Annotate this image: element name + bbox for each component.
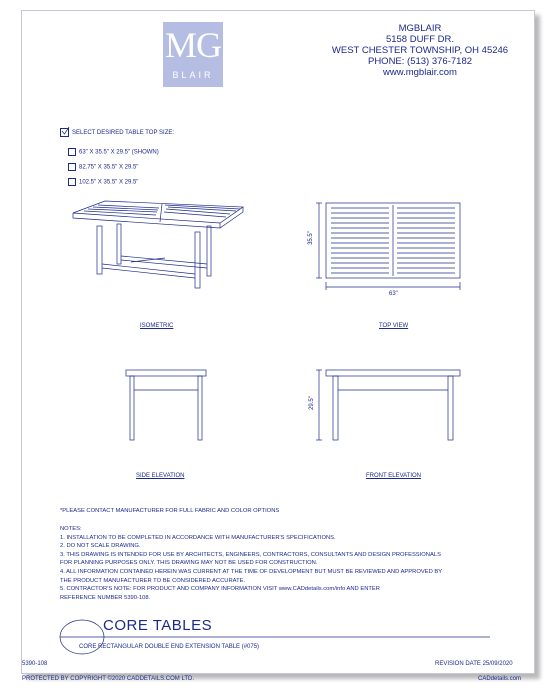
company-address2: WEST CHESTER TOWNSHIP, OH 45246 [331,45,509,56]
size-options-label: SELECT DESIRED TABLE TOP SIZE: [72,130,175,137]
notes-block [60,525,442,602]
size-option-label: 63" X 35.5" X 29.5" (SHOWN) [79,149,159,156]
note-line: 3. THIS DRAWING IS INTENDED FOR USE BY ARCHITECTS, ENGINEERS, CONTRACTORS, CONSULTANTS AND DESIGN PROFESSIONALS [60,551,441,558]
front-elevation-drawing [316,370,460,440]
note-line: 4. ALL INFORMATION CONTAINED HEREIN WAS CURRENT AT THE TIME OF DEVELOPMENT BUT MUST BE REVIEWED AND APPROVED BY [60,568,443,575]
company-name: MGBLAIR [398,23,442,34]
side-elevation-label: SIDE ELEVATION [136,473,185,479]
cad-details-link[interactable]: CADdetails.com [478,676,522,682]
depth-dimension: 35.5" [307,231,314,245]
size-option-label: 102.5" X 35.5" X 29.5" [79,179,139,186]
revision-date: REVISION DATE 25/09/2020 [435,661,513,667]
size-option-label: 82.75" X 35.5" X 29.5" [79,164,139,171]
notes-heading: NOTES: [60,526,82,532]
copyright-notice: PROTECTED BY COPYRIGHT ©2020 CADDETAILS.COM LTD. [22,676,195,682]
contact-note: *PLEASE CONTACT MANUFACTURER FOR FULL FABRIC AND COLOR OPTIONS [60,508,280,514]
note-line: 5. CONTRACTOR'S NOTE: FOR PRODUCT AND COMPANY INFORMATION VISIT www.CADdetails.com/info AND ENTER [60,586,380,593]
note-line: REFERENCE NUMBER 5390-108. [60,594,151,601]
side-elevation-drawing [126,370,206,440]
logo-text: MG [164,25,221,65]
front-elevation-label: FRONT ELEVATION [366,473,422,479]
note-line: 2. DO NOT SCALE DRAWING. [60,543,141,550]
top-view-label: TOP VIEW [379,323,409,329]
note-line: THE PRODUCT MANUFACTURER TO BE CONSIDERED ACCURATE. [60,577,246,584]
isometric-drawing [73,201,243,288]
company-website[interactable]: www.mgblair.com [383,67,457,78]
drawing-title: CORE TABLES [103,617,213,634]
top-view-drawing [316,203,460,290]
company-phone: PHONE: (513) 376-7182 [367,56,473,67]
length-dimension: 63" [389,291,398,297]
height-dimension: 29.5" [308,396,315,410]
note-line: FOR PLANNING PURPOSES ONLY. THIS DRAWING MAY NOT BE USED FOR CONSTRUCTION. [60,560,318,567]
drawing-subtitle: CORE RECTANGULAR DOUBLE END EXTENSION TABLE (#075) [79,644,260,650]
logo-subtext: BLAIR [172,70,214,80]
reference-number: 5390-108 [22,661,48,667]
note-line: 1. INSTALLATION TO BE COMPLETED IN ACCORDANCE WITH MANUFACTURER'S SPECIFICATIONS. [60,534,336,541]
isometric-label: ISOMETRIC [140,323,174,329]
company-address1: 5158 DUFF DR. [385,34,455,45]
